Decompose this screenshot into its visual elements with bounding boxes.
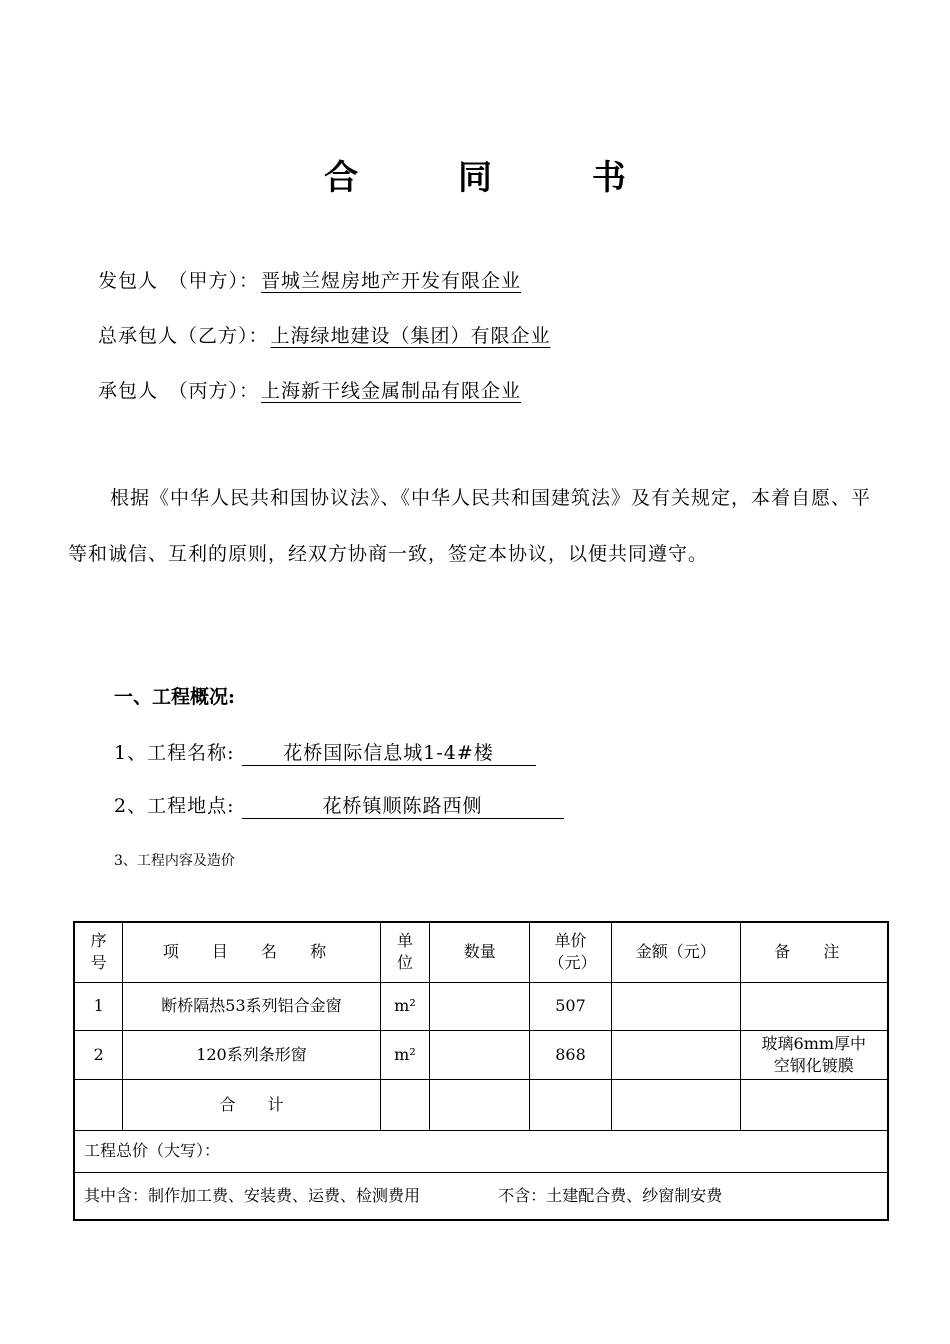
table-row	[74, 1030, 888, 1079]
grand-total-row	[74, 1130, 888, 1172]
row-unit: m²	[380, 1030, 430, 1079]
project-name-value: 花桥国际信息城1-4#楼	[242, 738, 536, 766]
header-seq: 序号	[74, 922, 123, 982]
party-c-label: 承包人 （丙方）：	[98, 380, 260, 402]
row-remark: 玻璃6mm厚中空钢化镀膜	[740, 1030, 888, 1079]
row-amount	[611, 982, 740, 1030]
project-name-line	[114, 738, 536, 766]
row-remark	[740, 982, 888, 1030]
grand-total-label: 工程总价（大写）：	[74, 1130, 888, 1172]
project-name-label: 1、工程名称:	[114, 742, 235, 764]
row-name: 120系列条形窗	[123, 1030, 380, 1079]
party-b-value: 上海绿地建设（集团）有限企业	[270, 325, 551, 347]
row-qty	[430, 982, 530, 1030]
header-name: 项 目 名 称	[123, 922, 380, 982]
section-heading: 一、工程概况:	[114, 686, 236, 708]
row-unit: m²	[380, 982, 430, 1030]
header-remark: 备 注	[740, 922, 888, 982]
table-header-row	[74, 922, 888, 982]
intro-paragraph: 根据《中华人民共和国协议法》、《中华人民共和国建筑法》及有关规定，本着自愿、平等和诚信、互利的原则，经双方协商一致，签定本协议，以便共同遵守。	[68, 487, 872, 565]
total-row	[74, 1079, 888, 1130]
party-c-value: 上海新干线金属制品有限企业	[261, 380, 522, 402]
content-label: 3、工程内容及造价	[114, 853, 235, 869]
row-amount	[611, 1030, 740, 1079]
party-b-label: 总承包人（乙方）：	[98, 325, 269, 347]
fee-notes-row	[74, 1172, 888, 1220]
row-price: 507	[530, 982, 612, 1030]
total-label: 合 计	[123, 1079, 380, 1130]
project-location-line	[114, 791, 564, 819]
row-seq: 1	[74, 982, 123, 1030]
party-b	[98, 321, 553, 348]
party-a-label: 发包人 （甲方）：	[98, 270, 260, 292]
header-amount: 金额（元）	[611, 922, 740, 982]
project-location-label: 2、工程地点:	[114, 795, 235, 817]
price-table	[73, 921, 889, 1221]
page-title: 合 同 书	[324, 158, 670, 198]
party-a	[98, 266, 523, 293]
table-row	[74, 982, 888, 1030]
party-a-value: 晋城兰煜房地产开发有限企业	[261, 270, 522, 292]
row-qty	[430, 1030, 530, 1079]
excludes-note: 不含：土建配合费、纱窗制安费	[498, 1185, 723, 1205]
project-location-value: 花桥镇顺陈路西侧	[242, 791, 564, 819]
header-price: 单价（元）	[530, 922, 612, 982]
party-c	[98, 376, 523, 403]
header-unit: 单位	[380, 922, 430, 982]
row-seq: 2	[74, 1030, 123, 1079]
row-price: 868	[530, 1030, 612, 1079]
row-name: 断桥隔热53系列铝合金窗	[123, 982, 380, 1030]
includes-note: 其中含：制作加工费、安装费、运费、检测费用	[84, 1185, 421, 1205]
header-qty: 数量	[430, 922, 530, 982]
